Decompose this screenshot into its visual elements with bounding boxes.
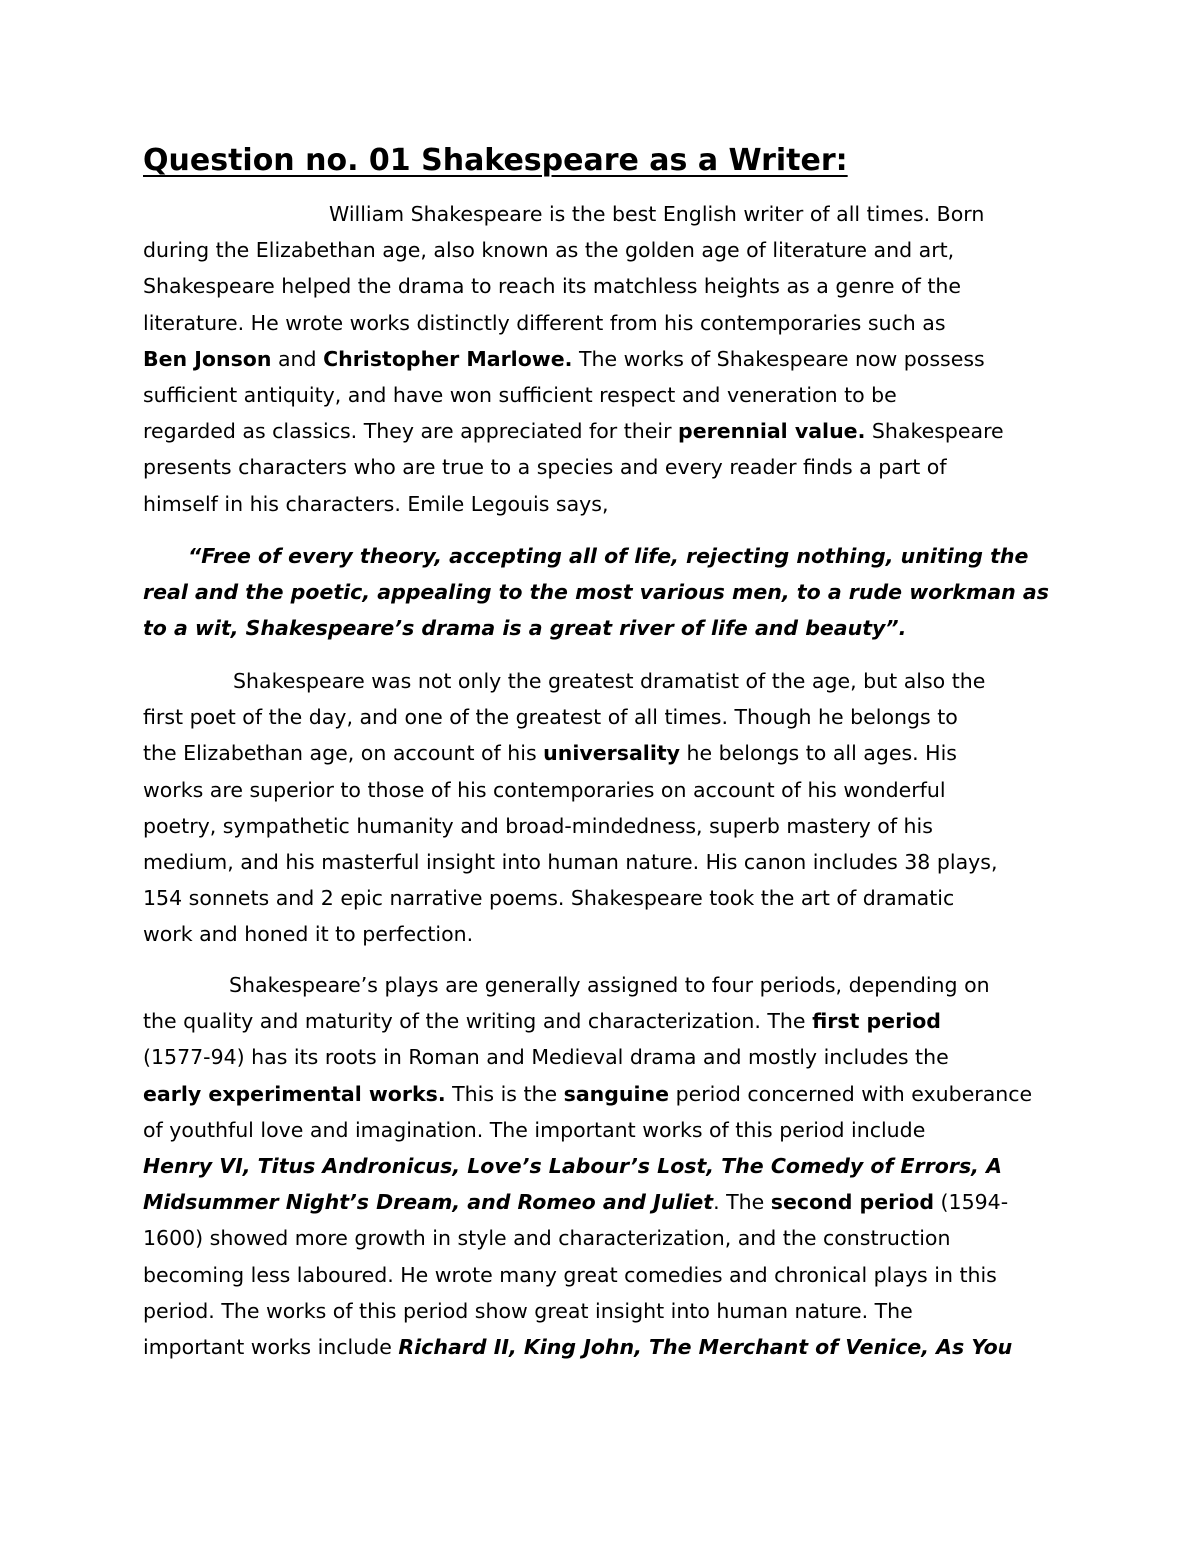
text-line: work and honed it to perfection. — [143, 922, 474, 947]
text-line: of youthful love and imagination. The important works of this period include — [143, 1117, 926, 1142]
bold-text: second period — [770, 1190, 935, 1215]
quote-line: “Free of every theory, accepting all of life, rejecting nothing, uniting the — [188, 544, 1029, 568]
text-run: and — [271, 346, 324, 371]
bold-text: sanguine — [563, 1081, 670, 1106]
text-line: works are superior to those of his contemporaries on account of his wonderful — [143, 777, 946, 802]
text-run: he belongs to all ages. His — [680, 741, 957, 766]
text-line: first poet of the day, and one of the greatest of all times. Though he belongs to — [143, 705, 958, 730]
text-line: becoming less laboured. He wrote many great comedies and chronical plays in this — [143, 1262, 997, 1287]
paragraph-periods — [143, 967, 1063, 1365]
text-line: Shakespeare was not only the greatest dramatist of the age, but also the — [233, 669, 986, 693]
text-line — [143, 413, 1063, 449]
text-run: Shakespeare — [865, 419, 1004, 444]
paragraph-intro — [143, 196, 1063, 522]
quote-line: to a wit, Shakespeare’s drama is a great river of life and beauty”. — [143, 616, 907, 641]
text-line: during the Elizabethan age, also known as the golden age of literature and art, — [143, 238, 955, 263]
text-line: 1600) showed more growth in style and characterization, and the construction — [143, 1226, 951, 1251]
text-line: medium, and his masterful insight into human nature. His canon includes 38 plays, — [143, 850, 998, 875]
text-run: important works include — [143, 1335, 399, 1360]
text-run: the quality and maturity of the writing and characterization. The — [143, 1009, 813, 1034]
text-line: (1577-94) has its roots in Roman and Medieval drama and mostly includes the — [143, 1045, 949, 1070]
text-line: William Shakespeare is the best English writer of all times. Born — [329, 202, 985, 226]
play-titles-text: Midsummer Night’s Dream, and Romeo and Juliet — [143, 1190, 714, 1215]
text-line: period. The works of this period show great insight into human nature. The — [143, 1298, 913, 1323]
text-line: Shakespeare’s plays are generally assigned to four periods, depending on — [229, 973, 990, 997]
text-run: period concerned with exuberance — [669, 1081, 1033, 1106]
question-heading: Question no. 01 Shakespeare as a Writer: — [143, 143, 848, 178]
play-titles-text: Richard II, King John, The Merchant of Venice, As You — [398, 1335, 1013, 1360]
text-run: This is the — [445, 1081, 564, 1106]
quote-line: real and the poetic, appealing to the most various men, to a rude workman as — [143, 580, 1049, 605]
bold-text: Ben Jonson — [143, 346, 272, 371]
text-run: (1594- — [934, 1190, 1009, 1215]
text-line: sufficient antiquity, and have won sufficient respect and veneration to be — [143, 383, 897, 408]
text-line — [143, 341, 1063, 377]
text-line — [143, 1003, 1063, 1039]
bold-text: early experimental works. — [143, 1081, 446, 1106]
bold-text: first period — [812, 1009, 941, 1034]
legouis-quote — [143, 538, 1063, 647]
play-titles-line: Henry VI, Titus Andronicus, Love’s Labour’s Lost, The Comedy of Errors, A — [143, 1154, 1002, 1179]
text-line — [143, 1076, 1063, 1112]
text-line — [143, 735, 1063, 771]
text-run: . The — [713, 1190, 771, 1215]
text-line — [143, 1184, 1063, 1220]
bold-text: universality — [543, 741, 681, 766]
bold-text: Christopher Marlowe. — [323, 346, 573, 371]
text-line — [143, 1329, 1063, 1365]
text-line: poetry, sympathetic humanity and broad-mindedness, superb mastery of his — [143, 813, 933, 838]
text-line: literature. He wrote works distinctly different from his contemporaries such as — [143, 310, 946, 335]
text-run: regarded as classics. They are appreciated for their — [143, 419, 679, 444]
bold-text: perennial value. — [678, 419, 866, 444]
text-line: presents characters who are true to a species and every reader finds a part of — [143, 455, 947, 480]
text-line: himself in his characters. Emile Legouis says, — [143, 491, 609, 516]
text-run: the Elizabethan age, on account of his — [143, 741, 544, 766]
paragraph-universality — [143, 663, 1063, 953]
text-run: The works of Shakespeare now possess — [572, 346, 985, 371]
text-line: 154 sonnets and 2 epic narrative poems. Shakespeare took the art of dramatic — [143, 886, 955, 911]
text-line: Shakespeare helped the drama to reach its matchless heights as a genre of the — [143, 274, 961, 299]
